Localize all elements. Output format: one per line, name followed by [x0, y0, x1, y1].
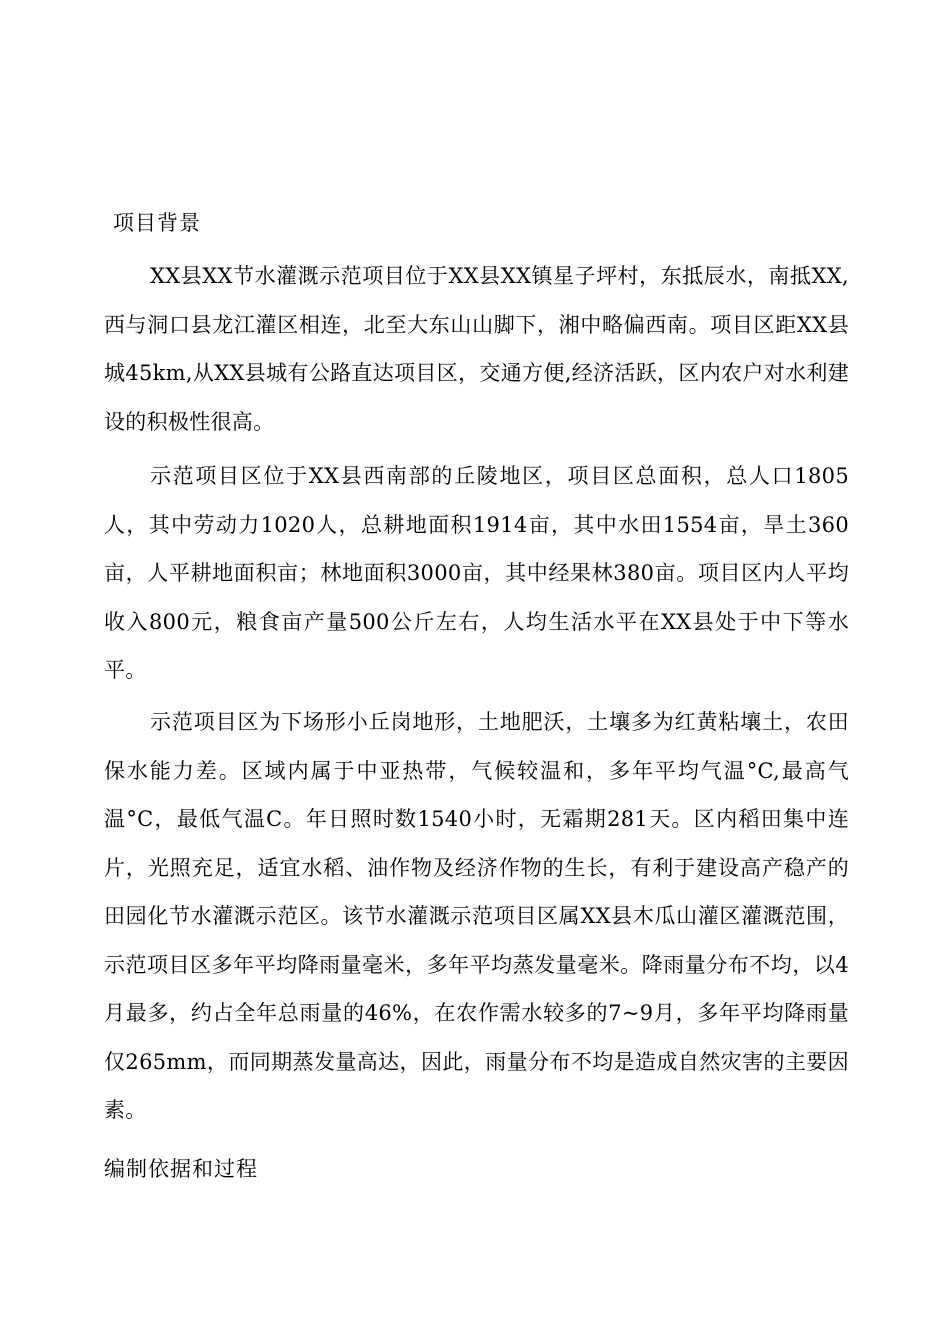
paragraph-project-location: XX县XX节水灌溉示范项目位于XX县XX镇星子坪村，东抵辰水，南抵XX,西与洞口县龙江灌区相连，北至大东山山脚下，湘中略偏西南。项目区距XX县城45km,从XX县城有公路直达项目区，交通方便,经济活跃，区内农户对水利建设的积极性很高。: [104, 264, 849, 434]
paragraph-project-climate: 示范项目区为下场形小丘岗地形，土地肥沃，土壤多为红黄粘壤土，农田保水能力差。区域内属于中亚热带，气候较温和，多年平均气温°C,最高气温°C，最低气温C。年日照时数1540小时，无霜期281天。区内稻田集中连片，光照充足，适宜水稻、油作物及经济作物的生长，有利于建设高产稳产的田园化节水灌溉示范区。该节水灌溉示范项目区属XX县木瓜山灌区灌溉范围，示范项目区多年平均降雨量毫米，多年平均蒸发量毫米。降雨量分布不均，以4月最多，约占全年总雨量的46%，在农作需水较多的7~9月，多年平均降雨量仅265mm，而同期蒸发量高达，因此，雨量分布不均是造成自然灾害的主要因素。: [104, 710, 849, 1122]
section-title-compilation-basis: 编制依据和过程: [104, 1157, 258, 1181]
paragraph-project-demographics: 示范项目区位于XX县西南部的丘陵地区，项目区总面积，总人口1805人，其中劳动力1020人，总耕地面积1914亩，其中水田1554亩，旱土360亩，人平耕地面积亩；林地面积3000亩，其中经果林380亩。项目区内人平均收入800元，粮食亩产量500公斤左右，人均生活水平在XX县处于中下等水平。: [104, 464, 849, 682]
section-title-project-background: 项目背景: [113, 211, 201, 235]
